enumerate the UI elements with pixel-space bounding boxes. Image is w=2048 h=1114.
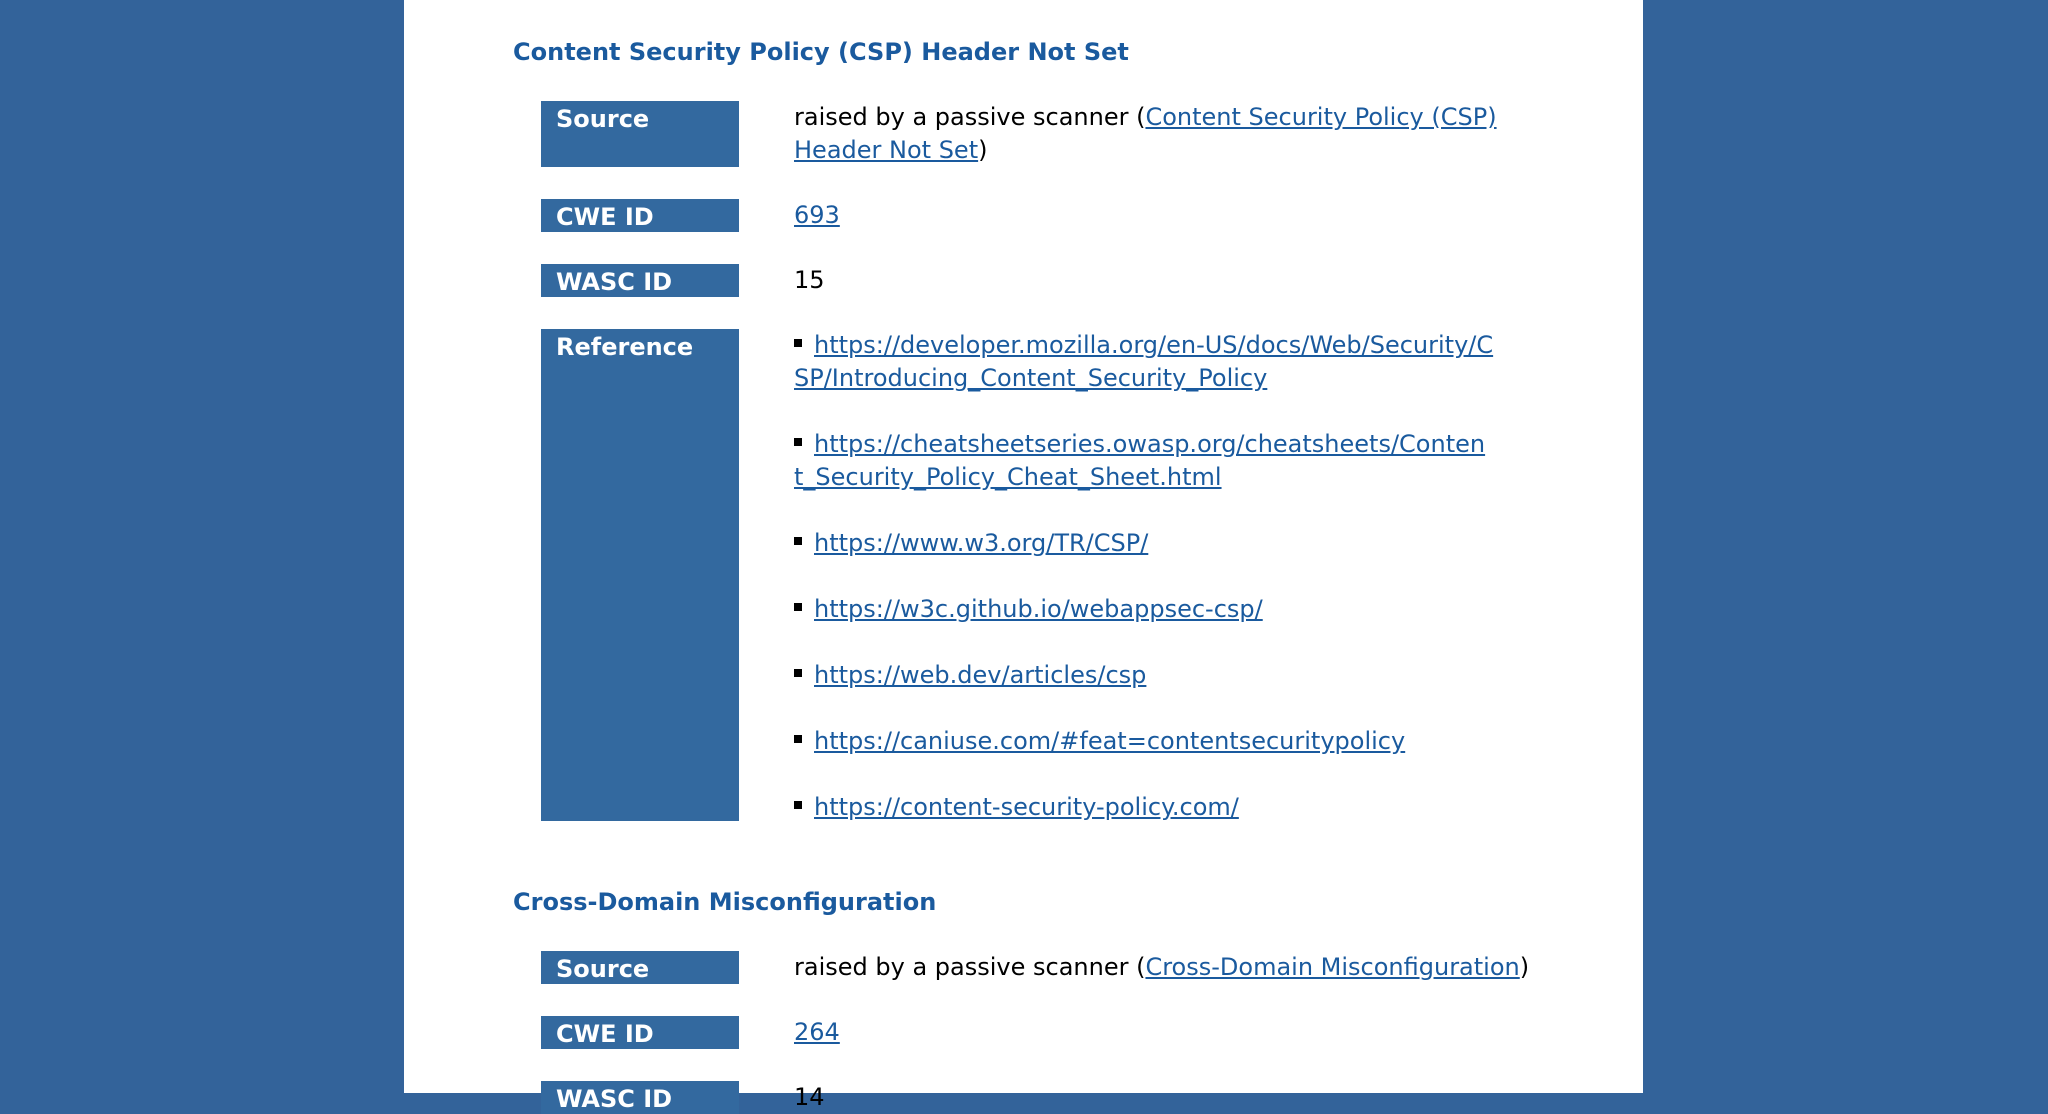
list-item [794,593,1494,626]
source-prefix: raised by a passive scanner ( [794,953,1146,981]
source-link[interactable]: Content Security Policy (CSP) Header Not Set [794,103,1497,164]
reference-list [794,329,1494,824]
cwe-link[interactable]: 264 [794,1018,840,1046]
reference-label: Reference [541,329,739,821]
reference-list-container [794,329,1494,857]
cwe-value [794,199,1554,232]
bullet-icon [794,537,802,545]
list-item [794,791,1494,824]
bullet-icon [794,438,802,446]
list-item [794,659,1494,692]
source-label: Source [541,951,739,984]
report-page [404,0,1643,1113]
bullet-icon [794,801,802,809]
source-label: Source [541,101,739,167]
list-item [794,329,1494,395]
reference-link[interactable]: https://w3c.github.io/webappsec-csp/ [814,595,1263,623]
cwe-value [794,1016,1554,1049]
list-item [794,428,1494,494]
source-suffix: ) [978,136,988,164]
source-value [794,951,1594,984]
wasc-label: WASC ID [541,264,739,297]
source-prefix: raised by a passive scanner ( [794,103,1146,131]
bullet-icon [794,735,802,743]
wasc-value: 15 [794,266,825,294]
reference-link[interactable]: https://www.w3.org/TR/CSP/ [814,529,1149,557]
source-link[interactable]: Cross-Domain Misconfiguration [1145,953,1520,981]
alert-title: Cross-Domain Misconfiguration [513,888,937,916]
cwe-link[interactable]: 693 [794,201,840,229]
reference-link[interactable]: https://content-security-policy.com/ [814,793,1239,821]
reference-link[interactable]: https://cheatsheetseries.owasp.org/cheatsheets/Content_Security_Policy_Cheat_Sheet.html [794,430,1486,491]
reference-link[interactable]: https://web.dev/articles/csp [814,661,1147,689]
cwe-label: CWE ID [541,199,739,232]
wasc-value: 14 [794,1083,825,1111]
bullet-icon [794,603,802,611]
wasc-label: WASC ID [541,1081,739,1114]
list-item [794,725,1494,758]
bullet-icon [794,669,802,677]
source-suffix: ) [1519,953,1530,981]
alert-title: Content Security Policy (CSP) Header Not Set [513,38,1129,66]
reference-link[interactable]: https://developer.mozilla.org/en-US/docs/Web/Security/CSP/Introducing_Content_Security_Policy [794,331,1494,392]
list-item [794,527,1494,560]
bullet-icon [794,339,802,347]
cwe-label: CWE ID [541,1016,739,1049]
source-value [794,101,1554,167]
reference-link[interactable]: https://caniuse.com/#feat=contentsecuritypolicy [814,727,1406,755]
